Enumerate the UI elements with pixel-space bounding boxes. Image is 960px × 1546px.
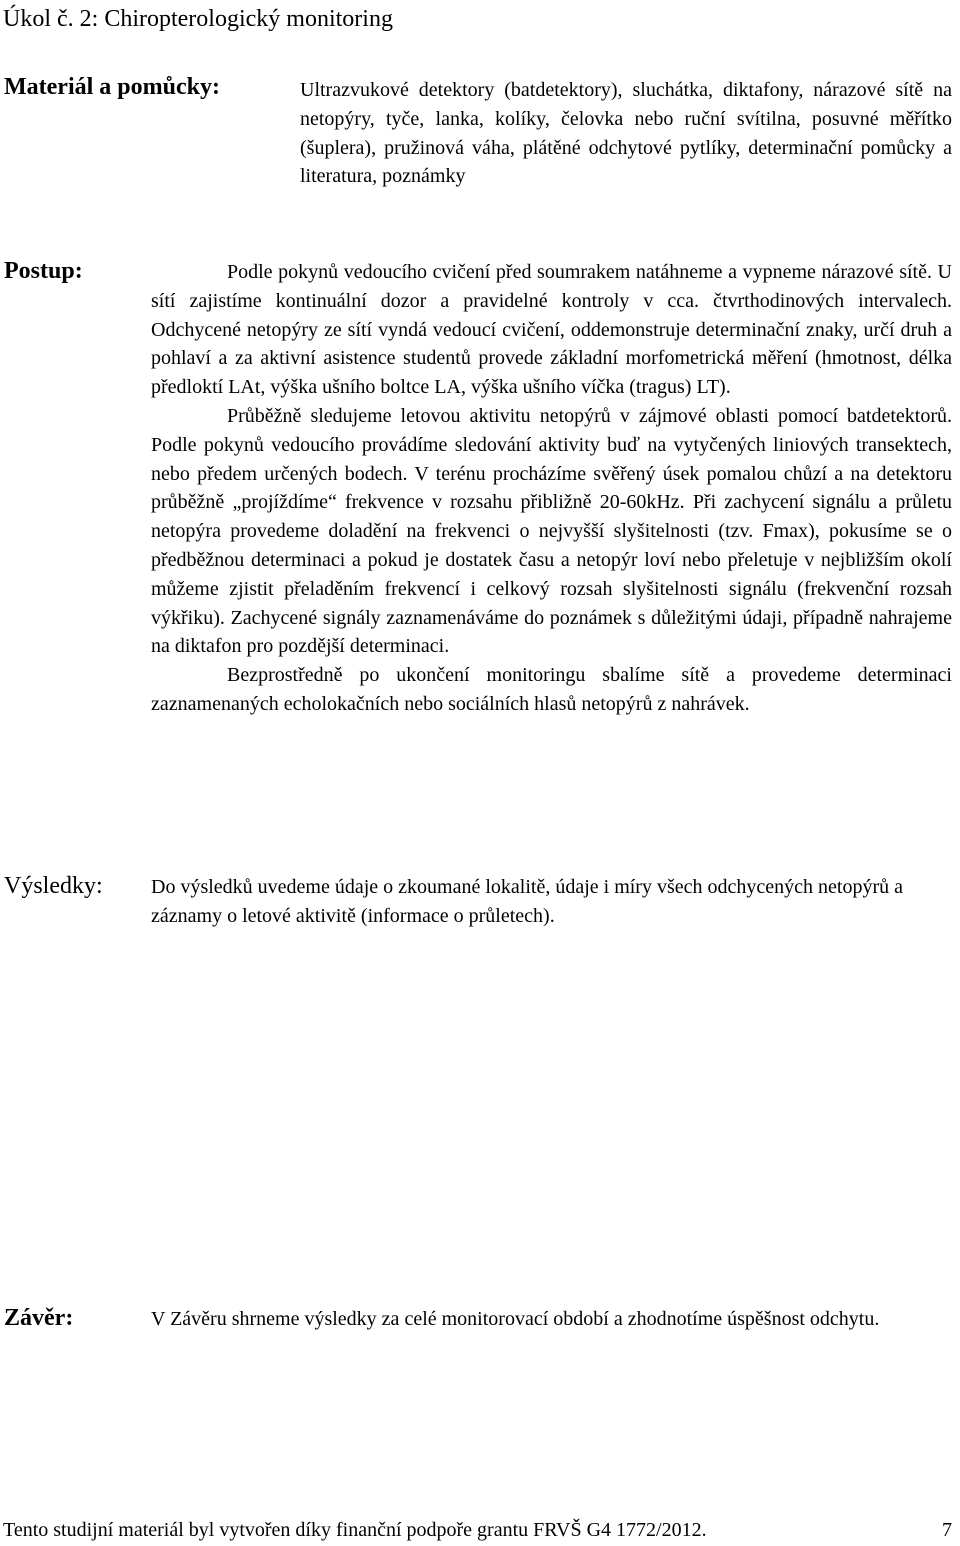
- zaver-label: Závěr:: [4, 1305, 74, 1331]
- postup-text: [151, 258, 952, 719]
- postup-paragraph-3: Bezprostředně po ukončení monitoringu sbalíme sítě a provedeme determinaci zaznamenaných echolokačních nebo sociálních hlasů netopýrů z nahrávek.: [151, 664, 952, 715]
- zaver-text: [151, 1305, 911, 1334]
- material-label: Materiál a pomůcky:: [4, 74, 220, 100]
- vysledky-paragraph: Do výsledků uvedeme údaje o zkoumané lokalitě, údaje i míry všech odchycených netopýrů a záznamy o letové aktivitě (informace o průletech).: [151, 876, 903, 927]
- vysledky-label: Výsledky:: [4, 873, 103, 899]
- page-title: Úkol č. 2: Chiropterologický monitoring: [3, 6, 393, 32]
- postup-paragraph-1: Podle pokynů vedoucího cvičení před soumrakem natáhneme a vypneme nárazové sítě. U sítí zajistíme kontinuální dozor a pravidelné kontroly v cca. čtvrthodinových intervalech. Odchycené netopýry ze sítí vyndá vedoucí cvičení, oddemonstruje determinační znaky, určí druh a pohlaví a za aktivní asistence studentů provede základní morfometrická měření (hmotnost, délka předloktí LAt, výška ušního boltce LA, výška ušního víčka (tragus) LT).: [151, 261, 952, 399]
- vysledky-text: [151, 873, 931, 931]
- page-number: 7: [942, 1519, 952, 1541]
- footer-note: Tento studijní materiál byl vytvořen díky finanční podpoře grantu FRVŠ G4 1772/2012.: [3, 1519, 707, 1541]
- material-paragraph: Ultrazvukové detektory (batdetektory), sluchátka, diktafony, nárazové sítě na netopýry, tyče, lanka, kolíky, čelovka nebo ruční svítilna, posuvné měřítko (šuplera), pružinová váha, plátěné odchytové pytlíky, determinační pomůcky a literatura, poznámky: [300, 79, 952, 188]
- material-text: [300, 76, 952, 191]
- zaver-paragraph: V Závěru shrneme výsledky za celé monitorovací období a zhodnotíme úspěšnost odchytu.: [151, 1308, 880, 1330]
- postup-paragraph-2: Průběžně sledujeme letovou aktivitu netopýrů v zájmové oblasti pomocí batdetektorů. Podle pokynů vedoucího provádíme sledování aktivity buď na vytyčených liniových transektech, nebo předem určených bodech. V terénu procházíme svěřený úsek pomalou chůzí a na detektoru průběžně „projíždíme“ frekvence v rozsahu přibližně 20-60kHz. Při zachycení signálu a průletu netopýra provedeme doladění na frekvenci o nejvyšší slyšitelnosti (tzv. Fmax), pokusíme se o předběžnou determinaci a pokud je dostatek času a netopýr loví nebo přeletuje v nejbližším okolí můžeme zjistit přeladěním frekvencí i celkový rozsah slyšitelnosti signálu (frekvenční rozsah výkřiku). Zachycené signály zaznamenáváme do poznámek s důležitými údaji, případně nahrajeme na diktafon pro pozdější determinaci.: [151, 404, 952, 658]
- postup-label: Postup:: [4, 258, 83, 284]
